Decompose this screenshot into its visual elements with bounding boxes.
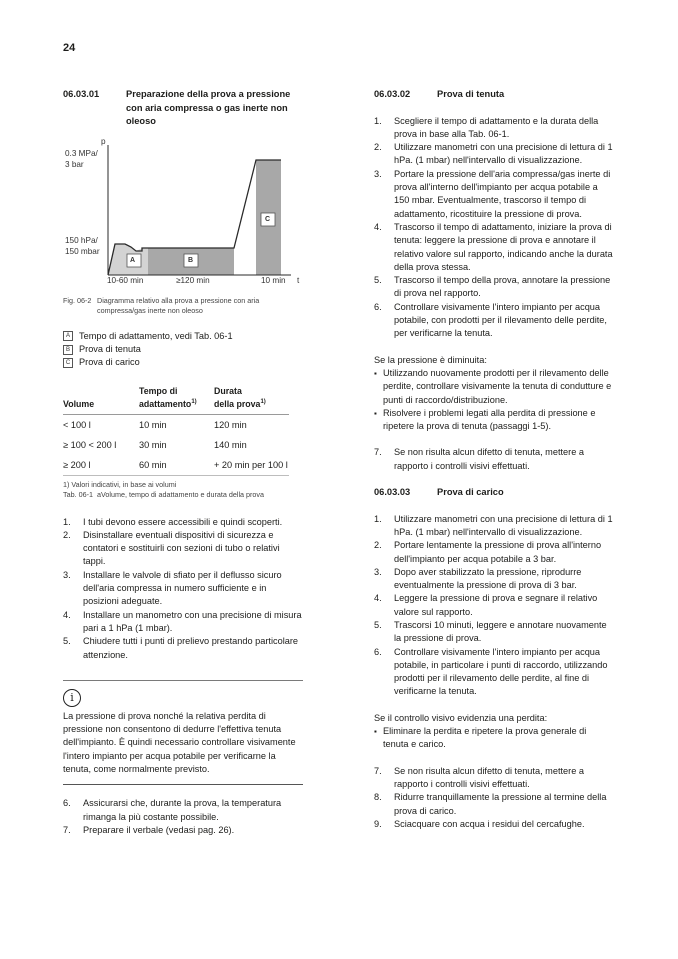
y-low-label-2: 150 mbar — [65, 246, 100, 256]
list-item: 1. I tubi devono essere accessibili e quindi scoperti. — [63, 516, 283, 527]
list-item: 3. Dopo aver stabilizzato la pressione, riprodurre eventualmente la pressione di prova di 3 bar. — [374, 566, 582, 591]
y-high-label-1: 0.3 MPa/ — [65, 148, 98, 158]
legend-item-b — [63, 343, 303, 356]
legend-key-box: C — [63, 358, 73, 368]
list-item: 5. Chiudere tutti i punti di prelievo prestando particolare attenzione. — [63, 636, 299, 660]
pressure-test-diagram — [63, 136, 313, 285]
figure-caption — [63, 296, 303, 316]
section-heading-06-03-01 — [63, 88, 303, 129]
zone-a-label: A — [130, 256, 136, 264]
zone-b-label: B — [188, 256, 194, 264]
list-item: 2. Disinstallare eventuali dispositivi di sicurezza e contatori e sostituirli con sezioni di tubo o relativi tappi. — [63, 529, 280, 567]
x-label-adaptation: 10-60 min — [107, 275, 144, 285]
volume-table — [63, 386, 289, 476]
legend-key-box: A — [63, 331, 73, 341]
y-axis-label: p — [101, 136, 106, 146]
cell-duration: 120 min — [214, 419, 247, 430]
section-heading-06-03-03 — [374, 486, 614, 500]
table-label: Tab. 06-1 — [63, 489, 93, 499]
list-item: 7. Se non risulta alcun difetto di tenuta, mettere a rapporto i controlli visivi effettuati. — [374, 447, 584, 471]
figure-label: Fig. 06-2 — [63, 295, 92, 305]
leak-test-steps — [374, 115, 614, 341]
table-header-row — [63, 386, 289, 414]
list-item: 4. Leggere la pressione di prova e segnare il relativo valore sul rapporto. — [374, 593, 598, 617]
list-item: 3. Portare la pressione dell'aria compressa/gas inerte di prova all'interno dell'impianto per acqua potabile a 150 mbar. Eventualmente, trascorso il tempo di adattamento, ricostituire la pressione di prova. — [374, 168, 611, 219]
list-item: 6. Controllare visivamente l'intero impianto per acqua potabile, in particolare i punti di raccordo, utilizzando prodotti per il rilevamento delle perdite, al fine di verificarne la tenuta. — [374, 646, 608, 697]
load-test-steps — [374, 513, 614, 699]
cell-duration: 140 min — [214, 439, 247, 450]
list-item: 9. Sciacquare con acqua i residui del cercafughe. — [374, 818, 585, 829]
section-title: Preparazione della prova a pressione con aria compressa o gas inerte non oleoso — [126, 89, 291, 127]
right-column — [374, 88, 614, 831]
table-caption — [63, 490, 303, 500]
section-number: 06.03.01 — [63, 89, 100, 99]
table-row — [63, 435, 289, 455]
list-item: 3. Installare le valvole di sfiato per il deflusso sicuro dell'aria compressa in numero sufficiente e in posizioni adeguate. — [63, 569, 282, 607]
cell-adaptation: 60 min — [139, 455, 214, 476]
list-item: 1. Utilizzare manometri con una precisione di lettura di 1 hPa. (1 mbar) nell'intervallo di visualizzazione. — [374, 513, 613, 537]
bullet-item: ▪ Utilizzando nuovamente prodotti per il rilevamento delle perdite, controllare visivamente la tenuta di condutture e punti di raccordo/distribuzione. — [374, 367, 612, 405]
list-item: 5. Trascorso il tempo della prova, annotare la pressione di prova nel rapporto. — [374, 275, 611, 299]
diagram-legend — [63, 330, 303, 370]
zone-c-label: C — [265, 215, 271, 223]
cell-adaptation: 10 min — [139, 419, 167, 430]
left-column — [63, 88, 303, 837]
list-item: 6. Assicurarsi che, durante la prova, la temperatura rimanga la più costante possibile. — [63, 798, 282, 822]
figure-text: Diagramma relativo alla prova a pressione con aria compressa/gas inerte non oleoso — [97, 295, 260, 315]
page-number: 24 — [63, 42, 76, 54]
preparation-steps-continued — [63, 797, 303, 837]
section-title: Prova di tenuta — [437, 89, 505, 99]
section-title: Prova di carico — [437, 487, 504, 498]
condition-text: Se la pressione è diminuita: — [374, 354, 487, 365]
leak-test-bullets — [374, 367, 614, 433]
cell-volume: ≥ 200 l — [63, 455, 139, 476]
y-low-label-1: 150 hPa/ — [65, 235, 98, 245]
bullet-item: ▪ Risolvere i problemi legati alla perdita di pressione e ripetere la prova di tenuta (passaggi 1-5). — [374, 407, 596, 432]
load-test-steps-continued — [374, 765, 614, 831]
list-item: 6. Controllare visivamente l'intero impianto per acqua potabile, con prodotti per il rilevamento delle perdite, per verificarne la tenuta. — [374, 301, 607, 339]
table-footnote: 1) Valori indicativi, in base ai volumi — [63, 479, 177, 489]
list-item: 7. Preparare il verbale (vedasi pag. 26). — [63, 824, 235, 835]
legend-text: Prova di tenuta — [79, 344, 141, 355]
list-item: 7. Se non risulta alcun difetto di tenuta, mettere a rapporto i controlli visivi effettuati. — [374, 765, 584, 789]
header-adaptation-time: Tempo di adattamento$^{1)}$ — [139, 386, 214, 414]
legend-text: Tempo di adattamento, vedi Tab. 06-1 — [79, 330, 233, 341]
y-high-label-2: 3 bar — [65, 159, 84, 169]
x-label-load-test: 10 min — [261, 275, 286, 285]
section-heading-06-03-02 — [374, 88, 614, 102]
bullet-item: ▪ Eliminare la perdita e ripetere la prova generale di tenuta e carico. — [374, 726, 587, 750]
cell-volume: < 100 l — [63, 419, 91, 430]
list-item: 5. Trascorsi 10 minuti, leggere e annotare nuovamente la pressione di prova. — [374, 619, 607, 644]
info-icon: i — [63, 689, 81, 707]
header-test-duration: Durata della prova$^{1)}$ — [214, 386, 289, 414]
legend-key-box: B — [63, 345, 73, 355]
header-volume: Volume — [63, 386, 139, 414]
section-number: 06.03.02 — [374, 89, 411, 99]
table-row — [63, 414, 289, 435]
legend-item-c — [63, 356, 303, 369]
condition-text: Se il controllo visivo evidenzia una perdita: — [374, 712, 548, 723]
note-text: La pressione di prova nonché la relativa perdita di pressione non consentono di dedurre l'effettiva tenuta dell'impianto. È quindi necessario controllare visivamente l'intero impianto per acqua potabile per verificarne la tenuta, come normalmente previsto. — [63, 710, 296, 775]
table-caption-text: aVolume, tempo di adattamento e durata della prova — [97, 489, 265, 499]
list-item: 8. Ridurre tranquillamente la pressione al termine della prova di carico. — [374, 792, 607, 816]
list-item: 2. Portare lentamente la pressione di prova all'interno dell'impianto per acqua potabile a 3 bar. — [374, 540, 602, 564]
list-item: 4. Trascorso il tempo di adattamento, iniziare la prova di tenuta: leggere la pressione di prova e annotare il relativo valore sul rapporto, indicando anche la durata della prova stessa. — [374, 221, 613, 272]
x-axis-label: t — [297, 275, 300, 285]
info-note — [63, 680, 303, 785]
list-item: 2. Utilizzare manometri con una precisione di lettura di 1 hPa. (1 mbar) nell'intervallo di visualizzazione. — [374, 142, 613, 166]
leak-test-steps-continued — [374, 446, 614, 473]
list-item: 1. Scegliere il tempo di adattamento e la durata della prova in base alla Tab. 06-1. — [374, 115, 599, 139]
x-label-leak-test: ≥120 min — [176, 275, 210, 285]
legend-item-a — [63, 330, 303, 343]
load-test-bullets — [374, 725, 614, 752]
table-row — [63, 455, 289, 476]
cell-adaptation: 30 min — [139, 439, 167, 450]
legend-text: Prova di carico — [79, 357, 140, 368]
list-item: 4. Installare un manometro con una precisione di misura pari a 1 hPa (1 mbar). — [63, 609, 302, 633]
section-number: 06.03.03 — [374, 487, 411, 498]
cell-duration: + 20 min per 100 l — [214, 455, 289, 476]
preparation-steps — [63, 516, 303, 662]
cell-volume: ≥ 100 < 200 l — [63, 439, 117, 450]
